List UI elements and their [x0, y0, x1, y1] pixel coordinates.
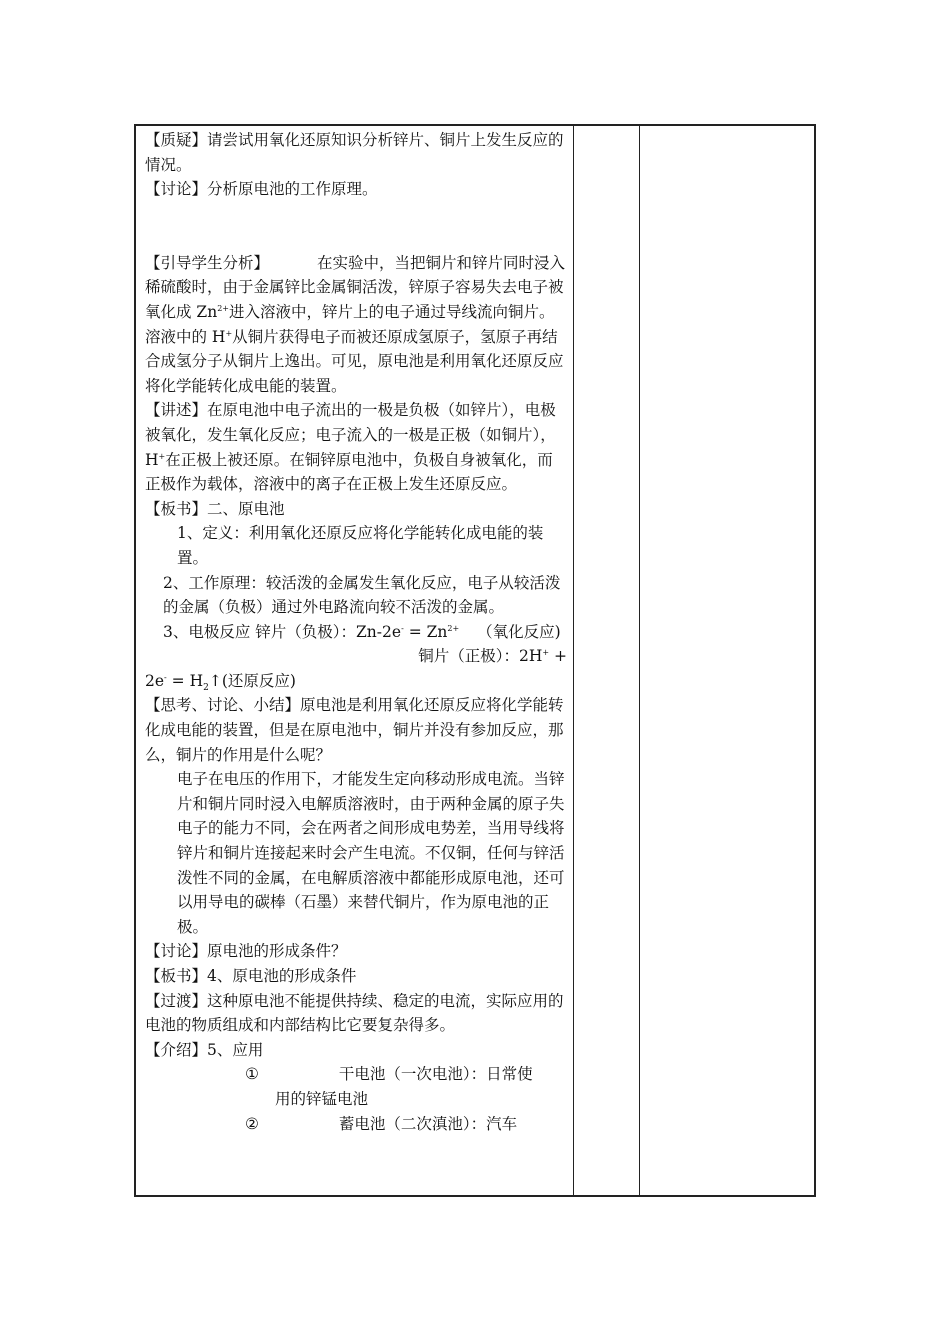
column-divider-2	[639, 126, 640, 1195]
lecture-paragraph: 【讲述】在原电池中电子流出的一极是负极（如锌片），电极被氧化，发生氧化反应；电子流入的一极是正极（如铜片），H+在正极上被还原。在铜锌原电池中，负极自身被氧化，而正极作为载体，溶液中的离子在正极上发生还原反应。	[145, 401, 556, 494]
application-item-1-cont: 用的锌锰电池	[275, 1089, 369, 1108]
teaching-content-cell	[145, 128, 567, 1136]
electrode-reaction-zinc: 3、电极反应 锌片（负极）：$Zn-2e^- = Zn^{2+}$ （氧化反应)	[163, 622, 561, 641]
question-paragraph: 【质疑】请尝试用氧化还原知识分析锌片、铜片上发生反应的情况。	[145, 131, 564, 174]
transition-paragraph: 【过渡】这种原电池不能提供持续、稳定的电流，实际应用的电池的物质组成和内部结构比它要复杂得多。	[145, 991, 564, 1035]
discussion-conditions: 【讨论】原电池的形成条件？	[145, 942, 347, 961]
application-item-2: ② 蓄电池（二次滇池）：汽车	[245, 1114, 518, 1133]
definition-item: 1、定义：利用氧化还原反应将化学能转化成电能的装置。	[177, 524, 544, 567]
application-item-1: ① 干电池（一次电池）：日常使	[245, 1065, 533, 1084]
column-divider-1	[573, 126, 574, 1195]
summary-paragraph: 【思考、讨论、小结】原电池是利用氧化还原反应将化学能转化成电能的装置，但是在原电池中，铜片并没有参加反应，那么，铜片的作用是什么呢？	[145, 696, 564, 764]
principle-item: 2、工作原理：较活泼的金属发生氧化反应，电子从较活泼的金属（负极）通过外电路流向较不活泼的金属。	[163, 573, 561, 617]
discussion-paragraph: 【讨论】分析原电池的工作原理。	[145, 180, 378, 199]
guided-analysis-paragraph: 【引导学生分析】 在实验中，当把铜片和锌片同时浸入稀硫酸时，由于金属锌比金属铜活泼，锌原子容易失去电子被氧化成 $Zn^{2+}$进入溶液中，锌片上的电子通过导线流向铜片。溶液中的 H+从铜片获得电子而被还原成氢原子，氢原子再结合成氢分子从铜片上逸出。可见，原电池是利用氧化还原反应将化学能转化成电能的装置。	[145, 253, 566, 395]
electrode-reaction-copper: 铜片（正极）：2H+ +	[418, 647, 567, 666]
board-conditions: 【板书】4、原电池的形成条件	[145, 967, 357, 985]
lesson-table	[134, 124, 816, 1197]
electrode-reaction-copper-cont: $2e^- = H_2↑$(还原反应)	[145, 671, 296, 693]
board-title: 【板书】二、原电池	[145, 499, 285, 518]
introduce-applications: 【介绍】5、应用	[145, 1040, 264, 1059]
explanation-paragraph: 电子在电压的作用下，才能发生定向移动形成电流。当锌片和铜片同时浸入电解质溶液时，由于两种金属的原子失电子的能力不同，会在两者之间形成电势差，当用导线将锌片和铜片连接起来时会产生电流。不仅铜，任何与锌活泼性不同的金属，在电解质溶液中都能形成原电池，还可以用导电的碳棒（石墨）来替代铜片，作为原电池的正极。	[177, 770, 565, 936]
